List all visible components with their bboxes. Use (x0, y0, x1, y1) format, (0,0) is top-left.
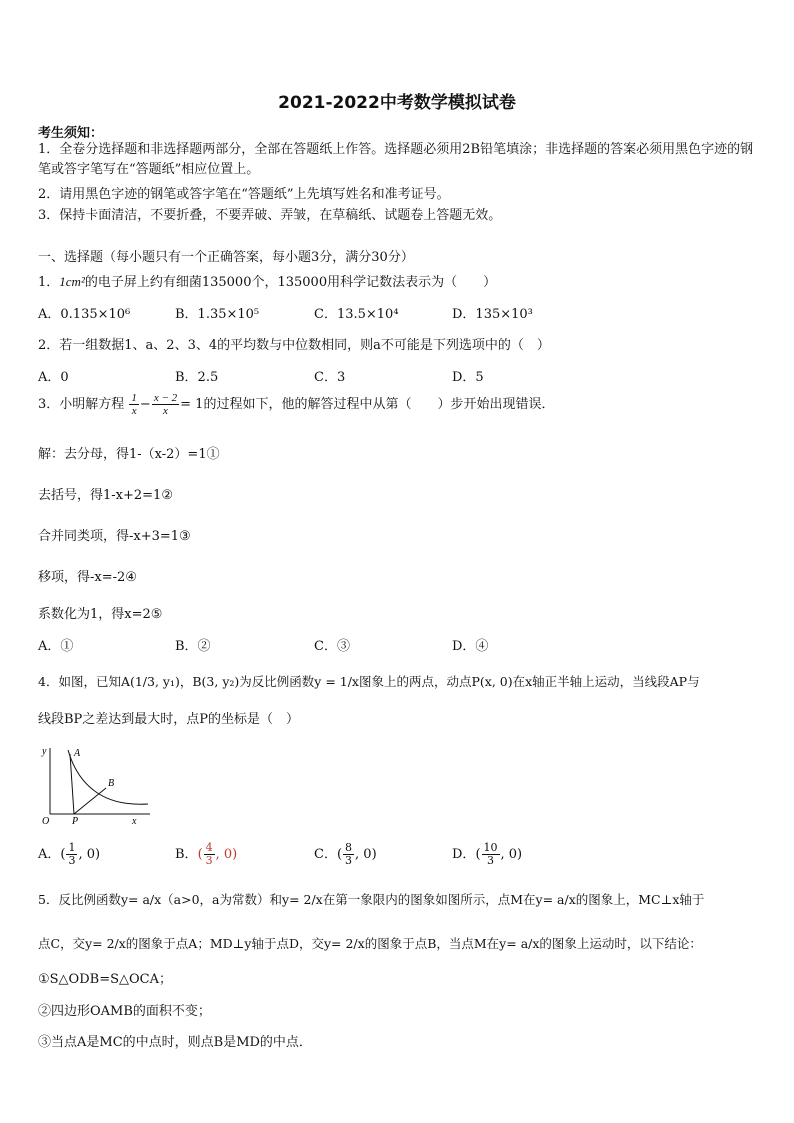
q3-equals: = 1 (180, 397, 204, 412)
q3-option-d[interactable]: D．④ (452, 639, 489, 654)
q4-option-a[interactable]: A．( $\frac{1}{3}$ , 0) (38, 841, 101, 867)
q4-option-d[interactable]: D．( $\frac{10}{3}$ , 0) (452, 841, 523, 867)
q3-option-c[interactable]: C．③ (314, 639, 350, 654)
question-2-stem: 2．若一组数据1、a、2、3、4的平均数与中位数相同，则a不可能是下列选项中的（ ） (38, 338, 550, 353)
notice-heading: 考生须知： (38, 126, 104, 141)
question-5-line-1: 5．反比例函数y= a/x（a>0，a为常数）和y= 2/x在第一象限内的图象如图所示，点M在y= a/x的图象上，MC⊥x轴于 (38, 892, 705, 907)
label-b: B (108, 778, 115, 789)
q5-conclusion-3: ③当点A是MC的中点时，则点B是MD的中点． (38, 1035, 312, 1050)
segment-ap (70, 754, 74, 814)
label-y: y (42, 746, 47, 757)
q2-option-b[interactable]: B．2.5 (175, 370, 219, 385)
q3-step-2: 去括号，得1-x+2=1② (38, 488, 173, 503)
q3-minus: − (139, 397, 151, 412)
q3-fraction-2: $\frac{x - 2}{x}$ (153, 392, 178, 417)
notice-item-3: 3．保持卡面清洁，不要折叠，不要弄破、弄皱，在草稿纸、试题卷上答题无效。 (38, 208, 502, 223)
q3-option-a[interactable]: A．① (38, 639, 74, 654)
notice-item-2: 2．请用黑色字迹的钢笔或答字笔在“答题纸”上先填写姓名和准考证号。 (38, 187, 450, 202)
label-p: P (72, 816, 79, 826)
q1-option-c[interactable]: C．13.5×10⁴ (314, 307, 399, 322)
q2-option-a[interactable]: A．0 (38, 370, 69, 385)
q3-step-1: 解：去分母，得1-（x-2）=1① (38, 447, 220, 462)
q1-unit: 1cm² (59, 274, 85, 289)
question-5-line-2: 点C，交y= 2/x的图象于点A；MD⊥y轴于点D，交y= 2/x的图象于点B，当点M在y= a/x的图象上运动时，以下结论： (38, 936, 702, 951)
q2-option-c[interactable]: C．3 (314, 370, 346, 385)
q4-figure (38, 742, 158, 826)
label-o: O (42, 816, 50, 826)
q1-option-d[interactable]: D．135×10³ (452, 307, 533, 322)
q1-option-b[interactable]: B．1.35×10⁵ (175, 307, 260, 322)
page-title: 2021-2022中考数学模拟试卷 (278, 93, 516, 113)
section-heading: 一、选择题（每小题只有一个正确答案，每小题3分，满分30分） (38, 250, 414, 265)
question-3-stem (38, 392, 554, 417)
q3-option-b[interactable]: B．② (175, 639, 211, 654)
label-a: A (74, 748, 81, 759)
q1-text: 的电子屏上约有细菌135000个，135000用科学记数法表示为（ ） (84, 275, 497, 290)
segment-bp (74, 788, 106, 814)
q3-text: 的过程如下，他的解答过程中从第（ ）步开始出现错误． (203, 397, 555, 412)
question-4-stem-line-1: 4．如图，已知A(1/3, y₁)，B(3, y₂)为反比例函数y = 1/x图象上的两点，动点P(x, 0)在x轴正半轴上运动，当线段AP与 (38, 674, 700, 689)
q1-number: 1． (38, 275, 60, 290)
question-1-stem (38, 271, 496, 290)
label-x: x (132, 816, 137, 826)
q5-conclusion-2: ②四边形OAMB的面积不变； (38, 1004, 211, 1019)
q3-step-5: 系数化为1，得x=2⑤ (38, 607, 163, 622)
q4-option-b[interactable]: B．( $\frac{4}{3}$ , 0) (175, 841, 238, 867)
q4-option-c[interactable]: C．( $\frac{8}{3}$ , 0) (314, 841, 377, 867)
q1-option-a[interactable]: A．0.135×10⁶ (38, 307, 131, 322)
q3-intro: 3．小明解方程 (38, 397, 125, 412)
notice-item-1: 1．全卷分选择题和非选择题两部分，全部在答题纸上作答。选择题必须用2B铅笔填涂；非选择题的答案必须用黑色字迹的钢笔或答字笔写在“答题纸”相应位置上。 (38, 142, 754, 177)
q3-fraction-1: $\frac{1}{x}$ (131, 392, 137, 417)
question-4-stem-line-2: 线段BP之差达到最大时，点P的坐标是（ ） (38, 712, 300, 727)
q3-step-4: 移项，得-x=-2④ (38, 570, 137, 585)
q5-conclusion-1: ①S△ODB=S△OCA； (38, 972, 172, 987)
q3-step-3: 合并同类项，得-x+3=1③ (38, 529, 191, 544)
q2-option-d[interactable]: D．5 (452, 370, 484, 385)
